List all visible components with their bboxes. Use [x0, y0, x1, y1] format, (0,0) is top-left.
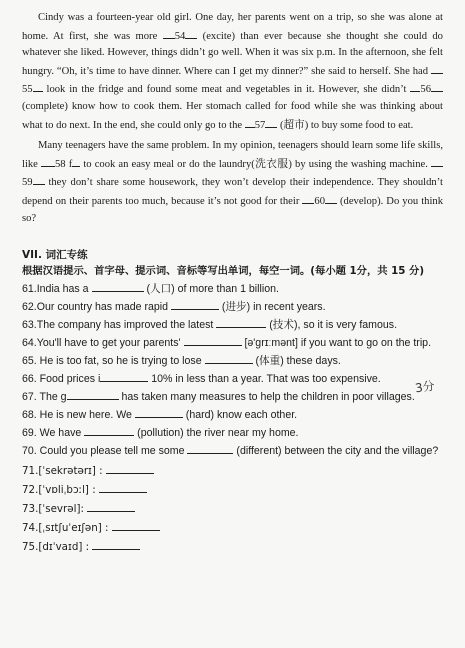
item-64: 64.You'll have to get your parents' [ə'grɪːmənt] if you want to go on the trip.: [22, 334, 443, 352]
answer-blank[interactable]: [216, 316, 266, 328]
answer-blank[interactable]: [171, 298, 219, 310]
blank-56: 56: [420, 84, 431, 96]
item-75: 75.[dɪˈvaɪd] :: [22, 538, 443, 557]
blank-58: 58 f: [55, 158, 73, 170]
item-61: 61.India has a (人口) of more than 1 billion.: [22, 280, 443, 298]
answer-blank[interactable]: [184, 334, 242, 346]
blank-59: 59: [22, 177, 33, 189]
section-title: VII. 词汇专练: [22, 249, 88, 262]
answer-blank[interactable]: [84, 424, 134, 436]
answer-blank[interactable]: [187, 442, 233, 454]
item-69: 69. We have (pollution) the river near my home.: [22, 424, 443, 442]
answer-blank[interactable]: [92, 280, 144, 292]
handwritten-score-mark: 3分: [414, 378, 436, 396]
item-74: 74.[ˌsɪtʃuˈeɪʃən] :: [22, 519, 443, 538]
answer-blank[interactable]: [87, 500, 135, 512]
item-72: 72.[ˈvɒliˌbɔːl] :: [22, 481, 443, 500]
vocabulary-items: [22, 280, 443, 460]
item-65: 65. He is too fat, so he is trying to lose (体重) these days.: [22, 352, 443, 370]
item-68: 68. He is new here. We (hard) know each other.: [22, 406, 443, 424]
passage-paragraph-2: Many teenagers have the same problem. In my opinion, teenagers should learn some life skills, like 58 f to cook an easy meal or do the laundry(洗衣服) by using the washing machine. 59 they don’t share some housework, they won’t develop their independence. They shouldn’t depend on their parents too much, because it’s not good for their 60 (develop). Do you think so?: [22, 140, 444, 224]
answer-blank[interactable]: [106, 462, 154, 474]
item-62: 62.Our country has made rapid (进步) in recent years.: [22, 298, 443, 316]
answer-blank[interactable]: [92, 538, 140, 550]
item-73: 73.[ˈsevrəl]:: [22, 500, 443, 519]
blank-55: 55: [22, 84, 33, 96]
item-71: 71.[ˈsekrətərɪ] :: [22, 462, 443, 481]
answer-blank[interactable]: [100, 370, 148, 382]
phonetic-items: [22, 462, 443, 557]
blank-57: 57: [254, 119, 266, 131]
blank-60: 60: [314, 195, 325, 207]
answer-blank[interactable]: [135, 406, 183, 418]
item-66: 66. Food prices i 10% in less than a year. That was too expensive.: [22, 370, 443, 388]
answer-blank[interactable]: [99, 481, 147, 493]
section-instruction: 根据汉语提示、首字母、提示词、音标等写出单词，每空一词。(每小题 1分，共 15 分): [22, 265, 425, 278]
answer-blank[interactable]: [205, 352, 253, 364]
blank-54: 54: [174, 30, 186, 42]
item-70: 70. Could you please tell me some (different) between the city and the village?: [22, 442, 443, 460]
passage-paragraph-1: Cindy was a fourteen-year old girl. One day, her parents went on a trip, so she was alone at home. At first, she was more 54 (excite) than ever because she thought she could do whatever she liked. However, things didn’t go well. When it was six p.m. In the afternoon, she felt hungry. “Oh, it’s time to have dinner. Where can I get my dinner?” she said to herself. She had 55 look in the fridge and found some meat and vegetables in it. However, she didn’t 56 (complete) know how to cook them. Her stomach called for food while she was thinking about what to do next. In the end, she could only go to the 57 (超市) to buy some food to eat.: [22, 12, 443, 131]
answer-blank[interactable]: [112, 519, 160, 531]
item-67: 67. The g has taken many measures to help the children in poor villages.: [22, 388, 443, 406]
item-63: 63.The company has improved the latest (技术), so it is very famous.: [22, 316, 443, 334]
answer-blank[interactable]: [67, 388, 119, 400]
